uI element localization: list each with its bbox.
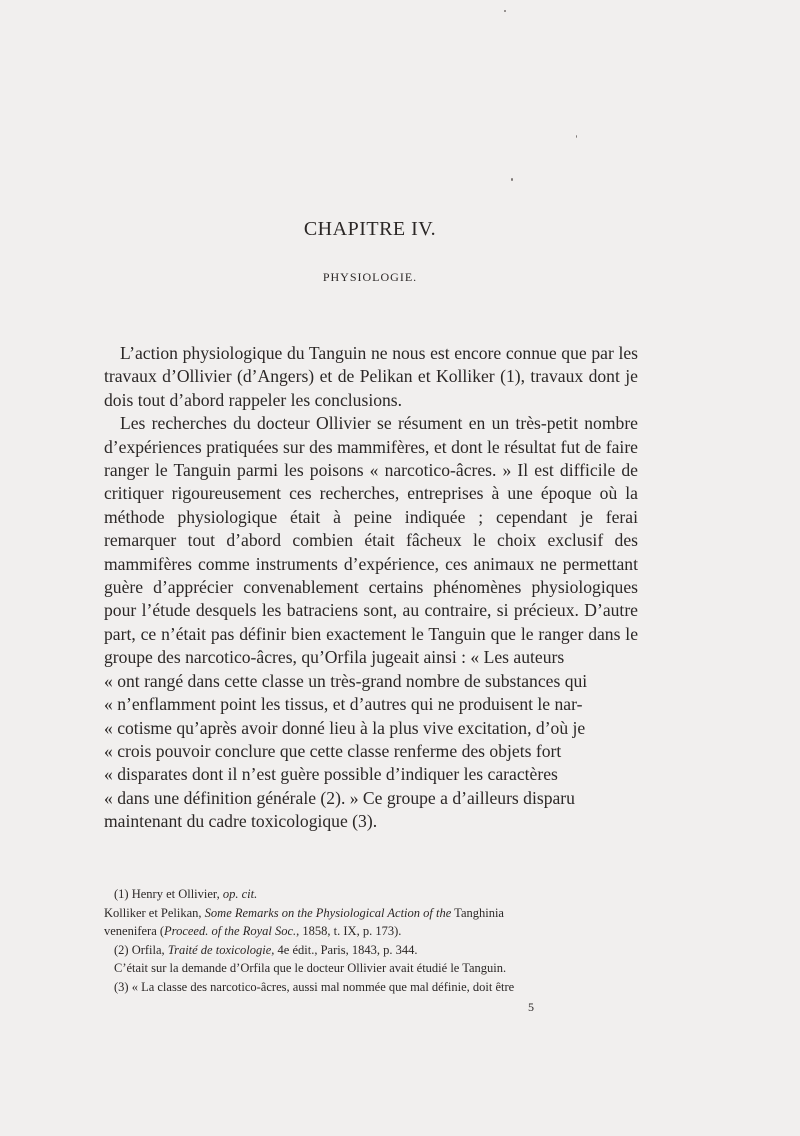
paper-speck xyxy=(511,178,513,181)
footnote-ref: (1) xyxy=(114,887,129,901)
footnote-ref: (2) xyxy=(114,942,129,957)
paper-speck xyxy=(504,10,506,12)
page-number: 5 xyxy=(528,1000,534,1014)
footnote-text: Orfila, xyxy=(131,942,168,957)
footnote-text: Kolliker et Pelikan, xyxy=(104,905,205,920)
footnote-ref: (3) xyxy=(114,979,129,994)
footnote-italic: Proceed. of the Royal Soc. xyxy=(164,924,297,939)
quote-line-6: « dans une définition générale (2). » Ce groupe a d’ailleurs disparu xyxy=(104,787,575,808)
paragraph-1: L’action physiologique du Tanguin ne nous est encore connue que par les travaux d’Ollivier (d’Angers) et de Pelikan et Kolliker (1), travaux dont je dois tout d’abord rappeler les conclusions. xyxy=(104,343,638,410)
chapter-title: CHAPITRE IV. xyxy=(303,218,437,240)
footnote-text: Tanghinia xyxy=(451,905,504,920)
closing-line: maintenant du cadre toxicologique (3). xyxy=(104,811,378,832)
footnote-text: venenifera ( xyxy=(104,924,165,939)
quote-line-5: « disparates dont il n’est guère possible d’indiquer les caractères xyxy=(104,764,558,785)
body-text xyxy=(104,342,638,834)
paragraph-2-text: Les recherches du docteur Ollivier se résument en un très-petit nombre d’expériences pratiquées sur des mammifères, et dont le résultat fut de faire ranger le Tanguin parmi les poisons « narcotico-âcres. » Il est difficile de critiquer rigoureusement ces recherches, entreprises à une époque où la méthode physiologique était à peine indiquée ; cependant je ferai remarquer tout d’abord combien était fâcheux le choix exclusif des mammifères comme instruments d’expérience, ces animaux ne permettant guère d’apprécier convenablement certains phénomènes physiologiques pour l’étude desquels les batraciens sont, au contraire, si précieux. D’autre part, ce n’était pas définir bien exactement le Tanguin que le ranger dans le groupe des narcotico-âcres, qu’Orfila jugeait ainsi : « Les auteurs xyxy=(104,413,638,668)
footnotes xyxy=(104,885,638,997)
quote-line-2: « n’enflamment point les tissus, et d’autres qui ne produisent le nar- xyxy=(104,694,583,715)
footnote-italic: op. cit. xyxy=(222,887,258,901)
footnote-italic: Traité de toxicologie xyxy=(167,942,272,957)
footnote-text: « La classe des narcotico-âcres, aussi mal nommée que mal définie, doit être xyxy=(131,979,515,994)
paragraph-2 xyxy=(104,412,638,833)
footnote-2 xyxy=(104,941,638,960)
footnote-text: Henry et Ollivier, xyxy=(131,887,223,901)
footnote-1 xyxy=(104,885,638,904)
footnote-text: , 1858, t. IX, p. 173). xyxy=(296,924,402,939)
footnote-1-reference xyxy=(104,922,638,941)
section-title: PHYSIOLOGIE. xyxy=(322,270,418,284)
footnote-3 xyxy=(104,978,638,997)
footnote-2-continued: C’était sur la demande d’Orfila que le docteur Ollivier avait étudié le Tanguin. xyxy=(114,961,507,976)
footnote-1-continued xyxy=(104,904,638,923)
paper-speck xyxy=(576,135,577,138)
footnote-italic: Some Remarks on the Physiological Action of the xyxy=(204,905,452,920)
quote-line-4: « crois pouvoir conclure que cette classe renferme des objets fort xyxy=(104,740,562,761)
footnote-text: , 4e édit., Paris, 1843, p. 344. xyxy=(271,942,418,957)
quote-line-3: « cotisme qu’après avoir donné lieu à la plus vive excitation, d’où je xyxy=(104,717,586,738)
quote-line-1: « ont rangé dans cette classe un très-grand nombre de substances qui xyxy=(104,670,588,691)
